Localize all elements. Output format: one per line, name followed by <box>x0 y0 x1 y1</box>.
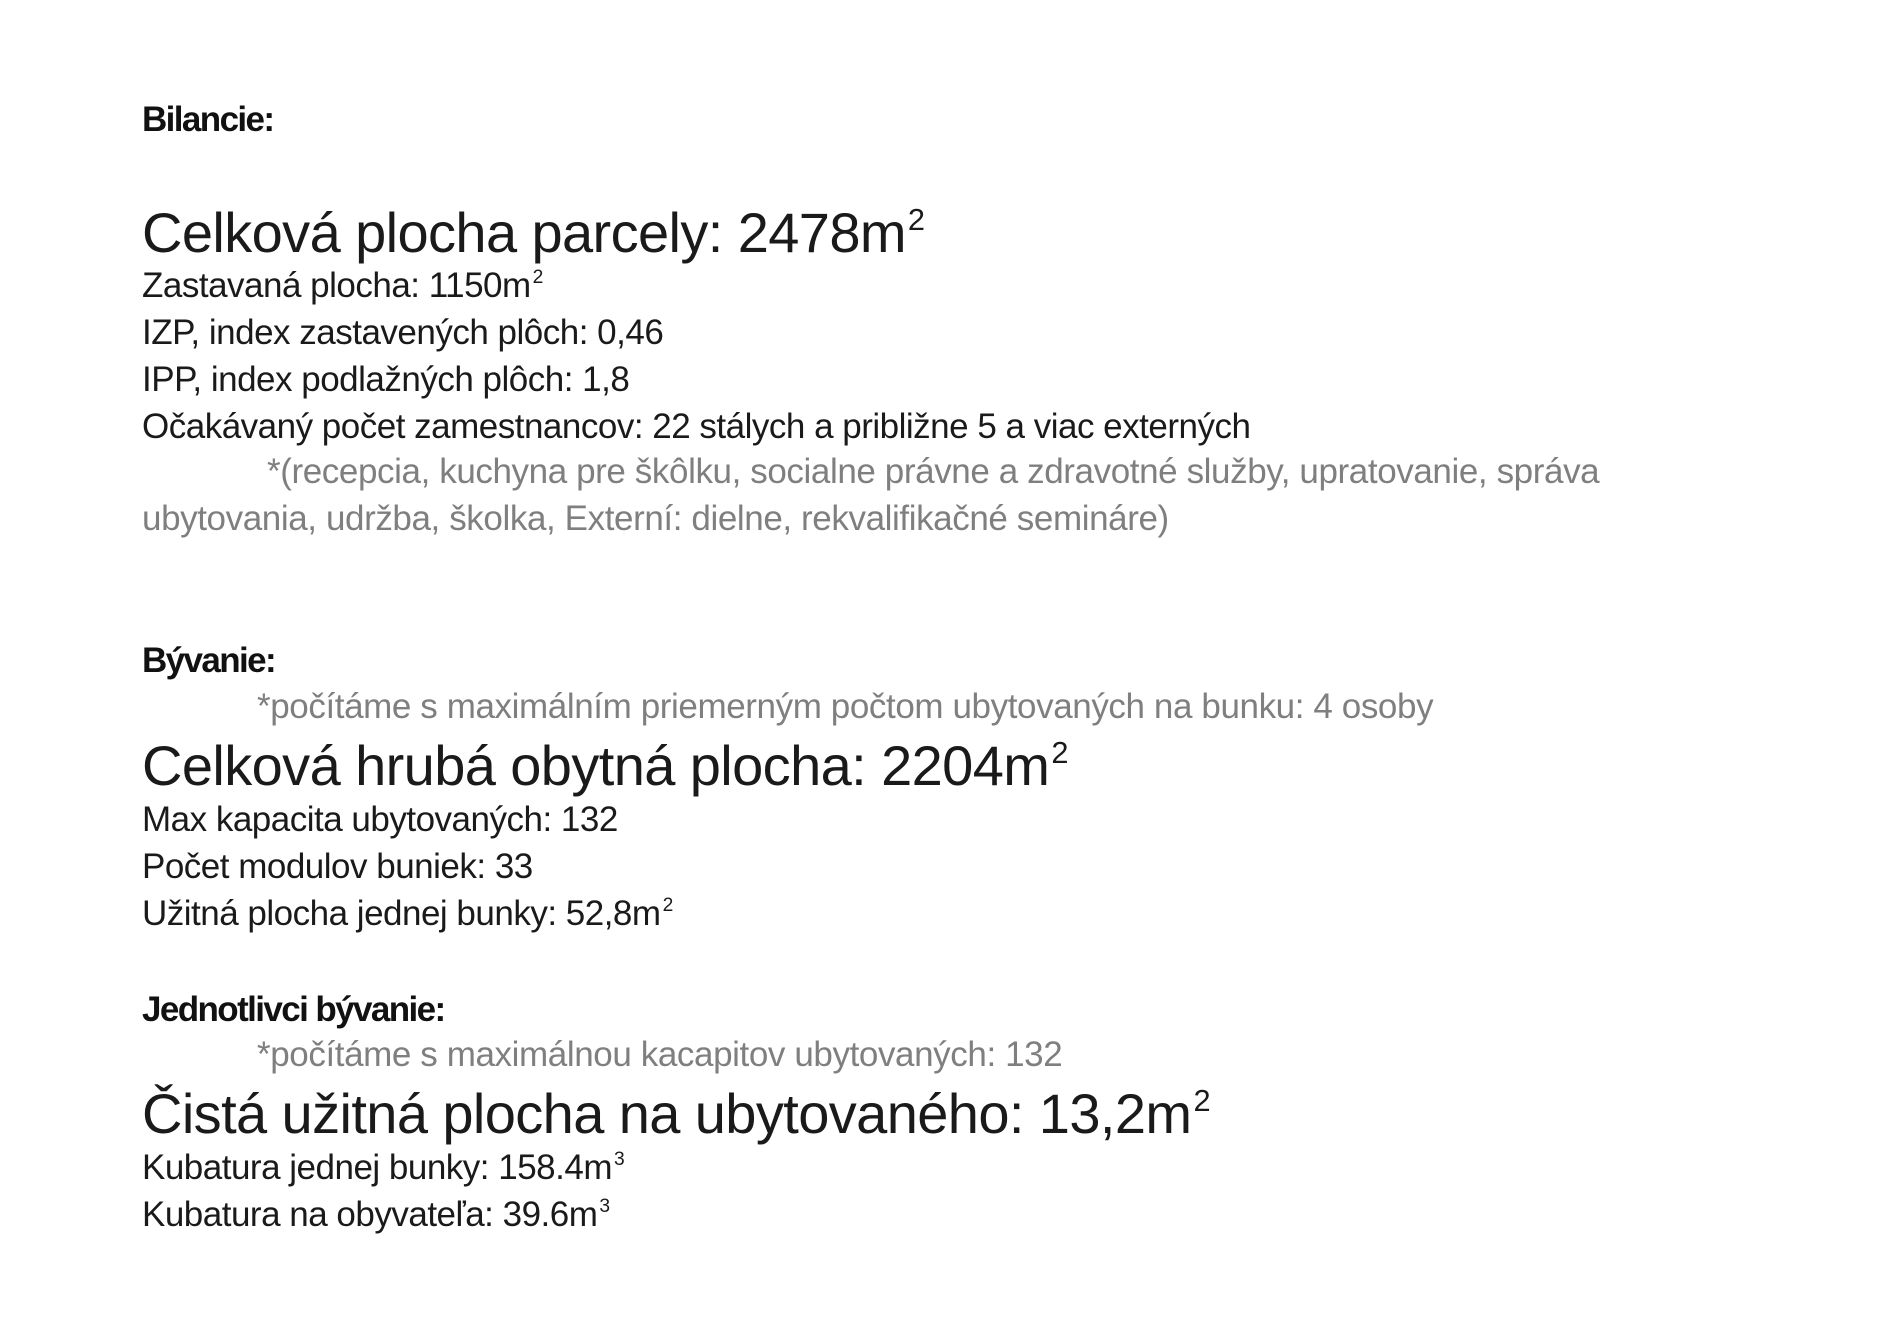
volume-per-resident-exponent: 3 <box>599 1196 610 1218</box>
employees-note: *(recepcia, kuchyna pre škôlku, socialne právne a zdravotné služby, upratovanie, správa ubytovania, udržba, školka, Externí: dielne, rekvalifikačné semináre) <box>142 452 1600 538</box>
gross-living-area-exponent: 2 <box>1051 734 1068 770</box>
gross-living-area-text: Celková hrubá obytná plocha: 2204m <box>142 734 1050 797</box>
built-up-area <box>142 266 543 306</box>
cell-usable-area <box>142 894 673 934</box>
cell-volume-text: Kubatura jednej bunky: 158.4m <box>142 1148 612 1187</box>
cell-volume <box>142 1148 624 1188</box>
total-parcel-area-exponent: 2 <box>907 201 925 237</box>
izp-index: IZP, index zastavených plôch: 0,46 <box>142 313 664 352</box>
module-count: Počet modulov buniek: 33 <box>142 847 533 886</box>
volume-per-resident <box>142 1195 610 1235</box>
max-capacity: Max kapacita ubytovaných: 132 <box>142 800 618 839</box>
net-area-per-resident-text: Čistá užitná plocha na ubytovaného: 13,2m <box>142 1082 1192 1145</box>
net-area-per-resident-exponent: 2 <box>1193 1082 1210 1118</box>
jednotlivci-note: *počítáme s maximálnou kacapitov ubytovaných: 132 <box>257 1035 1063 1074</box>
byvanie-note: *počítáme s maximálním priemerným počtom ubytovaných na bunku: 4 osoby <box>257 687 1434 726</box>
built-up-area-text: Zastavaná plocha: 1150m <box>142 266 531 305</box>
net-area-per-resident <box>142 1081 1210 1146</box>
section-heading-bilancie: Bilancie: <box>142 100 274 139</box>
volume-per-resident-text: Kubatura na obyvateľa: 39.6m <box>142 1195 598 1234</box>
ipp-index: IPP, index podlažných plôch: 1,8 <box>142 360 630 399</box>
section-heading-jednotlivci: Jednotlivci bývanie: <box>142 990 445 1029</box>
cell-usable-area-text: Užitná plocha jednej bunky: 52,8m <box>142 894 661 933</box>
expected-employees: Očakávaný počet zamestnancov: 22 stálych a približne 5 a viac externých <box>142 407 1251 446</box>
cell-usable-area-exponent: 2 <box>662 895 673 917</box>
section-heading-byvanie: Bývanie: <box>142 641 276 680</box>
total-parcel-area <box>142 200 924 265</box>
built-up-area-exponent: 2 <box>532 267 543 289</box>
cell-volume-exponent: 3 <box>614 1149 625 1171</box>
gross-living-area <box>142 733 1068 798</box>
total-parcel-area-text: Celková plocha parcely: 2478m <box>142 201 906 264</box>
